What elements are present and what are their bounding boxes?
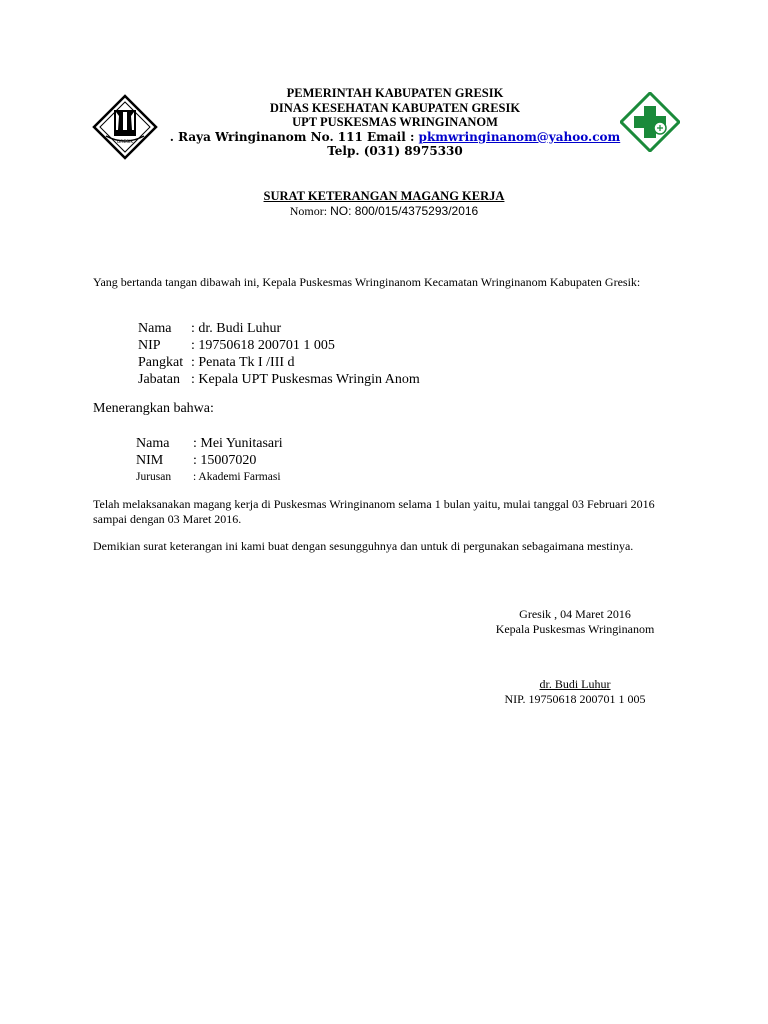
detail-value: : Mei Yunitasari (193, 436, 283, 451)
signature-header (480, 607, 670, 637)
detail-label: NIP (138, 338, 161, 353)
detail-row (136, 452, 283, 469)
internship-paragraph: Telah melaksanakan magang kerja di Puskesmas Wringinanom selama 1 bulan yaitu, mulai tanggal 03 Februari 2016 sampai dengan 03 Maret 2016. (93, 497, 655, 526)
detail-row (138, 354, 420, 371)
gresik-emblem-logo (92, 94, 158, 160)
detail-value: : Penata Tk I /III d (191, 355, 295, 370)
signer-name: dr. Budi Luhur (539, 677, 611, 691)
student-details (136, 435, 283, 486)
detail-label: NIM (136, 453, 164, 468)
address-text: . Raya Wringinanom No. 111 Email : (169, 129, 419, 144)
detail-label: Nama (136, 436, 170, 451)
detail-row (136, 469, 283, 486)
detail-value: : 19750618 200701 1 005 (191, 338, 335, 353)
header-address (165, 130, 625, 145)
document-number (0, 204, 768, 219)
header-phone: Telp. (031) 8975330 (327, 144, 463, 158)
detail-row (138, 337, 420, 354)
detail-value: : Akademi Farmasi (193, 471, 281, 483)
signer-position: Kepala Puskesmas Wringinanom (495, 622, 655, 636)
statement-heading: Menerangkan bahwa: (93, 401, 214, 416)
logo-label: GRESIK (116, 140, 134, 145)
detail-row (136, 435, 283, 452)
document-title: SURAT KETERANGAN MAGANG KERJA (263, 189, 505, 203)
signature-block (480, 677, 670, 707)
header-unit: UPT PUSKESMAS WRINGINANOM (292, 115, 498, 129)
signer-details (138, 320, 420, 388)
detail-label: Pangkat (138, 355, 184, 370)
email-link[interactable]: pkmwringinanom@yahoo.com (418, 129, 621, 144)
detail-label: Jurusan (136, 471, 172, 483)
header-department: DINAS KESEHATAN KABUPATEN GRESIK (269, 100, 521, 115)
letterhead (165, 86, 625, 159)
detail-label: Nama (138, 321, 172, 336)
detail-label: Jabatan (138, 372, 180, 387)
detail-row (138, 320, 420, 337)
place-date: Gresik , 04 Maret 2016 (519, 607, 631, 621)
health-cross-logo (620, 92, 680, 152)
signer-nip: NIP. 19750618 200701 1 005 (504, 692, 646, 706)
number-value: NO: 800/015/4375293/2016 (330, 204, 479, 218)
detail-row (138, 371, 420, 388)
number-label: Nomor: (289, 204, 331, 218)
closing-paragraph: Demikian surat keterangan ini kami buat dengan sesungguhnya dan untuk di pergunakan sebagaimana mestinya. (93, 539, 634, 553)
detail-value: : Kepala UPT Puskesmas Wringin Anom (191, 372, 420, 387)
detail-value: : dr. Budi Luhur (191, 321, 282, 336)
intro-paragraph: Yang bertanda tangan dibawah ini, Kepala Puskesmas Wringinanom Kecamatan Wringinanom Kabupaten Gresik: (93, 275, 641, 289)
detail-value: : 15007020 (193, 453, 257, 468)
header-government: PEMERINTAH KABUPATEN GRESIK (286, 86, 504, 100)
